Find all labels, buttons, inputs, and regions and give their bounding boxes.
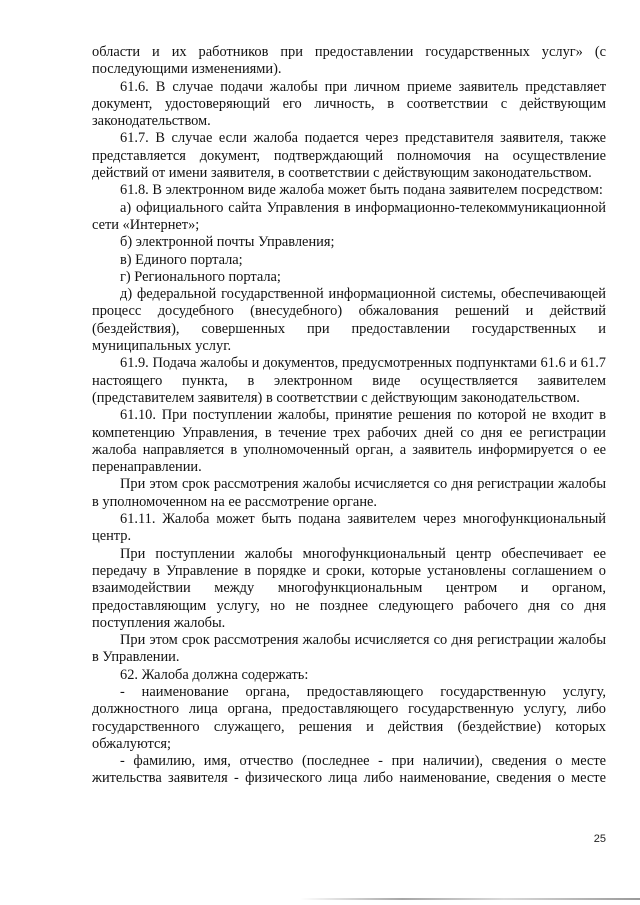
paragraph-61-10-term: При этом срок рассмотрения жалобы исчисляется со дня регистрации жалобы в уполномоченном на ее рассмотрение органе. bbox=[92, 476, 606, 510]
list-item-a: а) официального сайта Управления в информационно-телекоммуникационной сети «Интернет»; bbox=[92, 199, 606, 233]
paragraph-62: 62. Жалоба должна содержать: bbox=[120, 666, 309, 683]
paragraph-61-6: 61.6. В случае подачи жалобы при личном приеме заявитель представляет документ, удостоверяющий его личность, в соответствии с действующим законодательством. bbox=[92, 78, 606, 130]
list-item-organ-name: - наименование органа, предоставляющего государственную услугу, должностного лица органа, предоставляющего государственную услугу, либо государственного служащего, решения и действия (бездействие) которых обжалуются; bbox=[92, 683, 606, 752]
list-item-applicant-info: - фамилию, имя, отчество (последнее - при наличии), сведения о месте жительства заявителя - физического лица либо наименование, сведения о месте bbox=[92, 753, 606, 787]
list-item-b: б) электронной почты Управления; bbox=[120, 234, 335, 251]
paragraph-mfc-transfer: При поступлении жалобы многофункциональный центр обеспечивает ее передачу в Управление в порядке и сроки, которые установлены соглашением о взаимодействии между многофункциональным центром и органом, предоставляющим услугу, но не позднее следующего рабочего дня со дня поступления жалобы. bbox=[92, 545, 606, 631]
document-body bbox=[92, 44, 606, 788]
list-item-g: г) Регионального портала; bbox=[120, 268, 281, 285]
paragraph-61-11: 61.11. Жалоба может быть подана заявителем через многофункциональный центр. bbox=[92, 511, 606, 545]
paragraph-intro-continuation: области и их работников при предоставлении государственных услуг» (с последующими изменениями). bbox=[92, 44, 606, 78]
list-item-d: д) федеральной государственной информационной системы, обеспечивающей процесс досудебного (внесудебного) обжалования решений и действий (бездействия), совершенных при предоставлении государственных и муниципальных услуг. bbox=[92, 286, 606, 355]
paragraph-61-7: 61.7. В случае если жалоба подается через представителя заявителя, также представляется документ, подтверждающий полномочия на осуществление действий от имени заявителя, в соответствии с действующим законодательством. bbox=[92, 130, 606, 182]
paragraph-61-8: 61.8. В электронном виде жалоба может быть подана заявителем посредством: bbox=[120, 182, 603, 199]
paragraph-mfc-term: При этом срок рассмотрения жалобы исчисляется со дня регистрации жалобы в Управлении. bbox=[92, 632, 606, 666]
paragraph-61-9: 61.9. Подача жалобы и документов, предусмотренных подпунктами 61.6 и 61.7 настоящего пункта, в электронном виде осуществляется заявителем (представителем заявителя) в соответствии с действующим законодательством. bbox=[92, 355, 606, 406]
list-item-v: в) Единого портала; bbox=[120, 251, 243, 268]
page-number: 25 bbox=[593, 833, 606, 845]
paragraph-61-10: 61.10. При поступлении жалобы, принятие решения по которой не входит в компетенцию Управления, в течение трех рабочих дней со дня ее регистрации жалоба направляется в уполномоченный орган, а заявитель информируется о ее перенаправлении. bbox=[92, 407, 606, 476]
scan-edge-artifact bbox=[300, 898, 640, 900]
